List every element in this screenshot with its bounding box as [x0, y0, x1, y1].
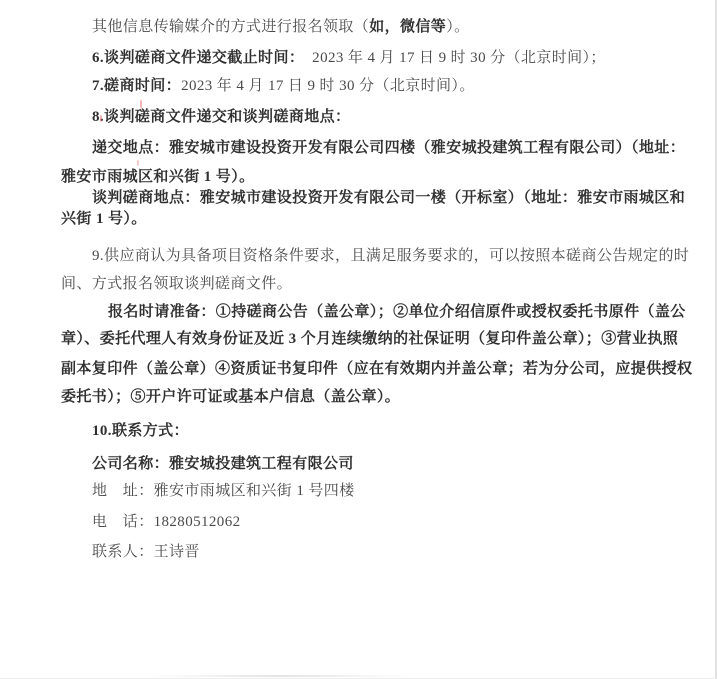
text-segment: 10.联系方式： [92, 423, 189, 439]
text-segment: 雅安市雨城区和兴街 1 号）。 [61, 169, 255, 185]
document-line-17 [61, 481, 705, 502]
document-line-4 [61, 107, 705, 128]
text-segment: 8.谈判磋商文件递交和谈判磋商地点： [92, 109, 351, 125]
text-segment: 7.磋商时间： [92, 78, 182, 94]
text-segment: ）。 [446, 19, 470, 35]
document-line-15 [61, 421, 705, 442]
document-line-7 [61, 188, 705, 209]
document-line-5 [61, 138, 705, 159]
document-line-19 [61, 542, 705, 563]
text-segment: 递交地点：雅安城市建设投资开发有限公司四楼（雅安城投建筑工程有限公司）（地址： [92, 140, 686, 156]
document-line-8 [61, 209, 705, 230]
text-segment: 其他信息传输媒介的方式进行报名领取（ [92, 19, 370, 35]
scan-artifact [140, 100, 142, 108]
document-line-1 [61, 17, 705, 38]
document-line-18 [61, 512, 705, 533]
text-segment: 地 址：雅安市雨城区和兴街 1 号四楼 [92, 483, 355, 499]
text-segment: 报名时请准备：①持磋商公告（盖公章）；②单位介绍信原件或授权委托书原件（盖公 [108, 304, 686, 320]
text-segment: 2023 年 4 月 17 日 9 时 30 分（北京时间）； [296, 50, 606, 66]
document-line-13 [61, 359, 705, 380]
text-segment: 如，微信等 [369, 19, 447, 35]
text-segment: 兴街 1 号）。 [61, 211, 147, 227]
document-line-16 [61, 454, 705, 475]
document-line-11 [61, 302, 705, 323]
document-body [61, 17, 705, 563]
document-line-9 [61, 246, 705, 267]
text-segment: 6.谈判磋商文件递交截止时间： [92, 50, 297, 66]
text-segment: 委托书）；⑤开户许可证或基本户信息（盖公章）。 [61, 389, 401, 405]
document-line-3 [61, 76, 705, 97]
text-segment: 副本复印件（盖公章）④资质证书复印件（应在有效期内并盖公章；若为分公司，应提供授权 [61, 361, 693, 377]
document-line-2 [61, 48, 705, 69]
text-segment: 电 话：18280512062 [92, 514, 241, 530]
text-segment: 2023 年 4 月 17 日 9 时 30 分（北京时间）。 [181, 78, 475, 94]
document-line-14 [61, 387, 705, 408]
scan-edge-smudge [150, 675, 410, 677]
text-segment: 谈判磋商地点：雅安城市建设投资开发有限公司一楼（开标室）（地址：雅安市雨城区和 [92, 190, 686, 206]
document-line-6 [61, 167, 705, 188]
document-line-12 [61, 329, 705, 350]
text-segment: 联系人：王诗晋 [92, 544, 200, 560]
text-segment: 9.供应商认为具备项目资格条件要求，且满足服务要求的，可以按照本磋商公告规定的时 [92, 248, 690, 264]
document-line-10 [61, 274, 705, 295]
scan-artifact [137, 160, 139, 166]
text-segment: 章）、委托代理人有效身份证及近 3 个月连续缴纳的社保证明（复印件盖公章）；③营业执照 [61, 331, 679, 347]
scan-artifact [100, 115, 102, 122]
text-segment: 间、方式报名领取谈判磋商文件。 [61, 276, 293, 292]
text-segment: 公司名称：雅安城投建筑工程有限公司 [92, 456, 354, 472]
